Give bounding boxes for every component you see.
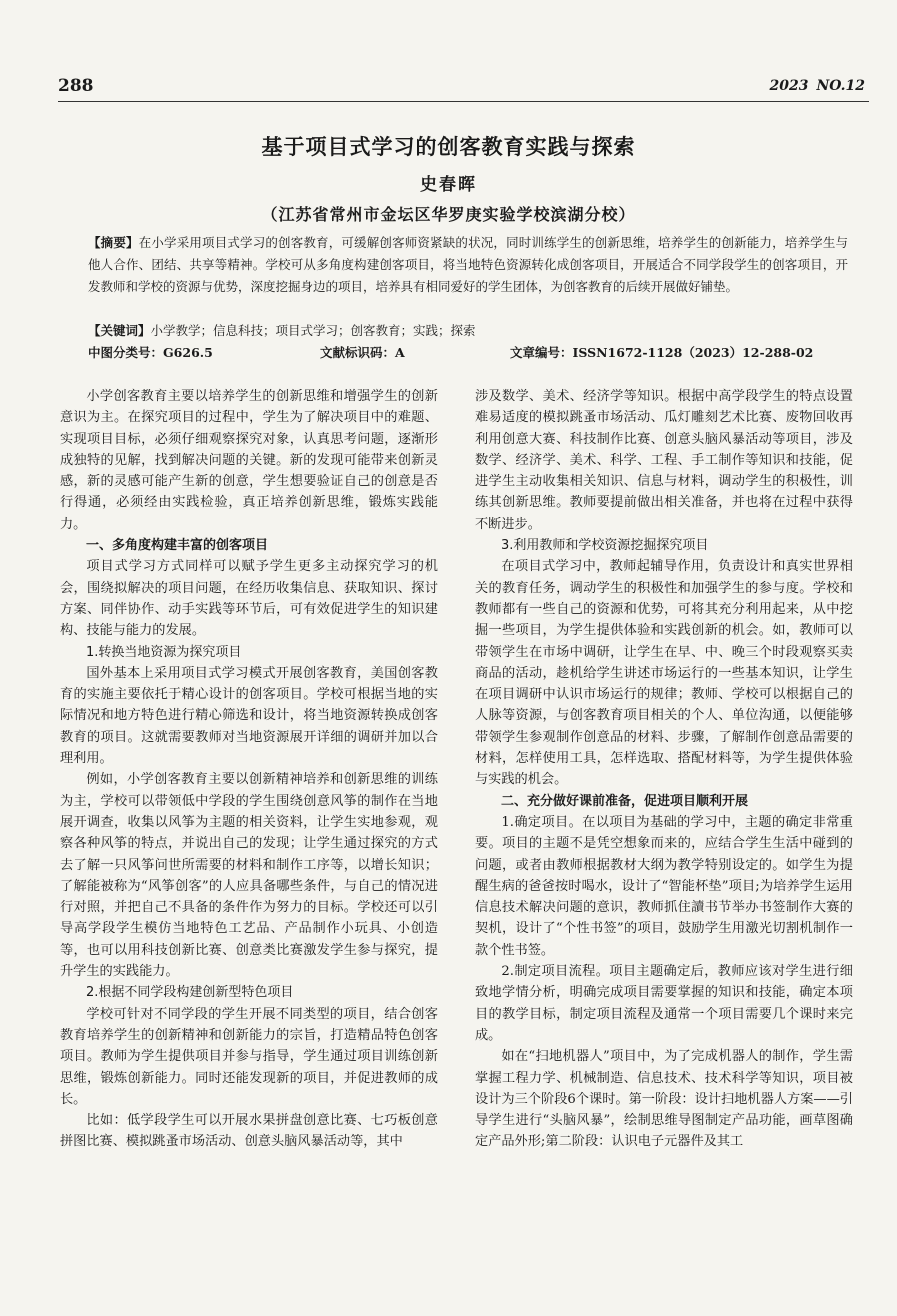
- right-column: [475, 386, 853, 1153]
- paragraph: 国外基本上采用项目式学习模式开展创客教育，美国创客教育的实施主要依托于精心设计的创客项目。学校可根据当地的实际情况和地方特色进行精心筛选和设计，将当地资源转换成创客教育的项目。这就需要教师对当地资源展开详细的调研并加以合理利用。: [60, 665, 438, 767]
- issue-year: 2023: [769, 78, 809, 94]
- classification-row: [88, 343, 848, 365]
- paragraph: 涉及数学、美术、经济学等知识。根据中高学段学生的特点设置难易适度的模拟跳蚤市场活动、瓜灯雕刻艺术比赛、废物回收再利用创意大赛、科技制作比赛、创意头脑风暴活动等项目，涉及数学、经济学、美术、科学、工程、手工制作等知识和技能，促进学生主动收集相关知识、信息与材料，调动学生的积极性，训练其创新思维。教师要提前做出相关准备，并也将在过程中获得不断进步。: [475, 389, 853, 532]
- paragraph: 在项目式学习中，教师起辅导作用，负责设计和真实世界相关的教育任务，调动学生的积极性和加强学生的参与度。学校和教师都有一些自己的资源和优势，可将其充分利用起来，从中挖掘一些项目，为学生提供体验和实践创新的机会。如，教师可以带领学生在市场中调研，让学生在早、中、晚三个时段观察买卖商品的活动，趁机给学生讲述市场运行的一些基本知识，让学生在项目调研中认识市场运行的规律；教师、学校可以根据自己的人脉等资源，与创客教育项目相关的个人、单位沟通，以便能够带领学生参观制作创意品的材料、步骤，了解制作创意品需要的材料，怎样使用工具，怎样选取、搭配材料等，为学生提供体验与实践的机会。: [475, 559, 853, 788]
- author-name: 史春晖: [420, 175, 477, 195]
- subsection-heading: 3.利用教师和学校资源挖掘探究项目: [501, 538, 709, 554]
- abstract: [88, 232, 848, 298]
- keywords-label: 【关键词】: [88, 323, 151, 338]
- paragraph: 2.制定项目流程。项目主题确定后，教师应该对学生进行细致地学情分析，明确完成项目需要掌握的知识和技能，确定本项目的教学目标，制定项目流程及通常一个项目需要几个课时来完成。: [475, 964, 853, 1043]
- section-heading: 一、多角度构建丰富的创客项目: [86, 538, 269, 554]
- paragraph: 项目式学习方式同样可以赋予学生更多主动探究学习的机会，围绕拟解决的项目问题，在经历收集信息、获取知识、探讨方案、同伴协作、动手实践等环节后，可有效促进学生的知识建构、技能与能力的发展。: [60, 559, 438, 639]
- paragraph: 小学创客教育主要以培养学生的创新思维和增强学生的创新意识为主。在探究项目的过程中，学生为了解决项目中的难题、实现项目目标，必须仔细观察探究对象，认真思考问题，逐渐形成独特的见解，找到解决问题的关键。新的发现可能带来创新灵感，新的灵感可能产生新的创意，学生想要验证自己的创意是否行得通，必须经由实践检验，真正培养创新思维，锻炼实践能力。: [60, 389, 438, 532]
- author-affiliation: （江苏省常州市金坛区华罗庚实验学校滨湖分校）: [261, 205, 636, 224]
- issue-number: NO.12: [816, 78, 865, 94]
- clc-code: 中图分类号：G626.5: [88, 345, 213, 360]
- left-column: [60, 386, 438, 1153]
- article-title: 基于项目式学习的创客教育实践与探索: [261, 135, 636, 159]
- article-number: 文章编号：ISSN1672-1128（2023）12-288-02: [510, 345, 814, 360]
- section-heading: 二、充分做好课前准备，促进项目顺利开展: [501, 793, 749, 809]
- abstract-label: 【摘要】: [88, 235, 139, 250]
- subsection-heading: 2.根据不同学段构建创新型特色项目: [86, 985, 294, 1001]
- abstract-text: 在小学采用项目式学习的创客教育，可缓解创客师资紧缺的状况，同时训练学生的创新思维，培养学生的创新能力，培养学生与他人合作、团结、共享等精神。学校可从多角度构建创客项目，将当地特色资源转化成创客项目，开展适合不同学段学生的创客项目，开发教师和学校的资源与优势，深度挖掘身边的项目，培养具有相同爱好的学生团体，为创客教育的后续开展做好铺垫。: [88, 235, 848, 294]
- document-code: 文献标识码：A: [320, 345, 405, 360]
- header-rule: [58, 101, 869, 102]
- running-header: [58, 74, 877, 104]
- issue-label: [762, 78, 866, 94]
- paragraph: 如在“扫地机器人”项目中，为了完成机器人的制作，学生需掌握工程力学、机械制造、信息技术、技术科学等知识，项目被设计为三个阶段6个课时。第一阶段：设计扫地机器人方案——引导学生进行“头脑风暴”，绘制思维导图制定产品功能，画草图确定产品外形;第二阶段：认识电子元器件及其工: [475, 1049, 853, 1150]
- paragraph: 学校可针对不同学段的学生开展不同类型的项目，结合创客教育培养学生的创新精神和创新能力的宗旨，打造精品特色创客项目。教师为学生提供项目并参与指导，学生通过项目训练创新思维，锻炼创新能力。同时还能发现新的项目，并促进教师的成长。: [60, 1006, 438, 1107]
- paragraph: 比如：低学段学生可以开展水果拼盘创意比赛、七巧板创意拼图比赛、模拟跳蚤市场活动、创意头脑风暴活动等，其中: [60, 1113, 438, 1150]
- page-number: 288: [58, 76, 94, 96]
- paragraph: 1.确定项目。在以项目为基础的学习中，主题的确定非常重要。项目的主题不是凭空想象而来的，应结合学生生活中碰到的问题，或者由教师根据教材大纲为教学特别设定的。如学生为提醒生病的爸爸按时喝水，设计了“智能杯垫”项目;为培养学生运用信息技术解决问题的意识，教师抓住讀书节举办书签制作大赛的契机，设计了“个性书签”的项目，鼓励学生用激光切割机制作一款个性书签。: [475, 814, 853, 958]
- paragraph: 例如，小学创客教育主要以创新精神培养和创新思维的训练为主，学校可以带领低中学段的学生围绕创意风筝的制作在当地展开调查，收集以风筝为主题的相关资料，让学生实地参观，观察各种风筝的特点，并说出自己的发现；让学生通过探究的方式去了解一只风筝问世所需要的材料和制作工序等，以增长知识；了解能被称为“风筝创客”的人应具备哪些条件，与自己的情况进行对照，并把自己不具备的条件作为努力的目标。学校还可以引导高学段学生模仿当地特色工艺品、产品制作小玩具、小创造等，也可以用科技创新比赛、创意类比赛激发学生参与探究，提升学生的实践能力。: [60, 772, 438, 980]
- keywords-text: 小学教学；信息科技；项目式学习；创客教育；实践；探索: [150, 323, 476, 338]
- keywords: [88, 320, 848, 342]
- subsection-heading: 1.转换当地资源为探究项目: [86, 644, 242, 660]
